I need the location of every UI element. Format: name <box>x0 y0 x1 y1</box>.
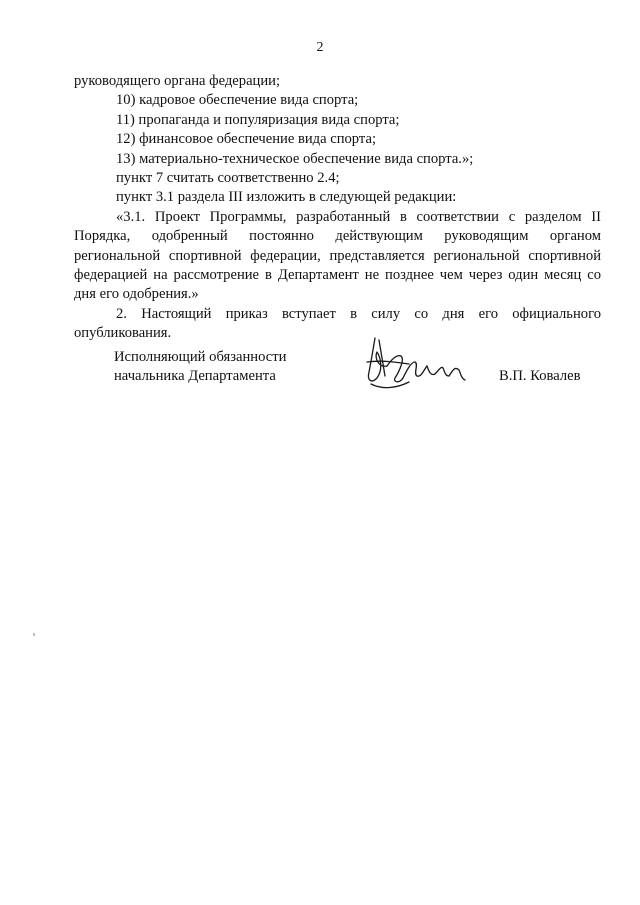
paragraph-9: 2. Настоящий приказ вступает в силу со дня его официального опубликования. <box>74 305 601 342</box>
paragraph-5: 13) материально-техническое обеспечение вида спорта.»; <box>116 150 474 167</box>
margin-speck <box>33 633 35 636</box>
handwritten-signature <box>361 332 471 396</box>
paragraph-3: 11) пропаганда и популяризация вида спорта; <box>116 111 400 128</box>
paragraph-8: «3.1. Проект Программы, разработанный в соответствии с разделом II Порядка, одобренный постоянно действующим руководящим органом региональной спортивной федерации, представляется региональной спортивной федерацией на рассмотрение в Департамент не позднее чем через один месяц со дня его одобрения.» <box>74 208 601 303</box>
page-number: 2 <box>316 40 324 55</box>
paragraph-4: 12) финансовое обеспечение вида спорта; <box>116 131 376 148</box>
signer-title-line-1: Исполняющий обязанности <box>114 349 287 365</box>
signature-block <box>114 348 604 408</box>
document-body <box>74 72 601 344</box>
paragraph-7: пункт 3.1 раздела III изложить в следующей редакции: <box>116 189 457 206</box>
signer-title-line-2: начальника Департамента <box>114 368 276 385</box>
paragraph-6: пункт 7 считать соответственно 2.4; <box>116 170 340 187</box>
signer-name: В.П. Ковалев <box>499 368 581 384</box>
paragraph-1: руководящего органа федерации; <box>74 73 281 89</box>
signer-title <box>114 348 286 387</box>
paragraph-2: 10) кадровое обеспечение вида спорта; <box>116 92 359 109</box>
